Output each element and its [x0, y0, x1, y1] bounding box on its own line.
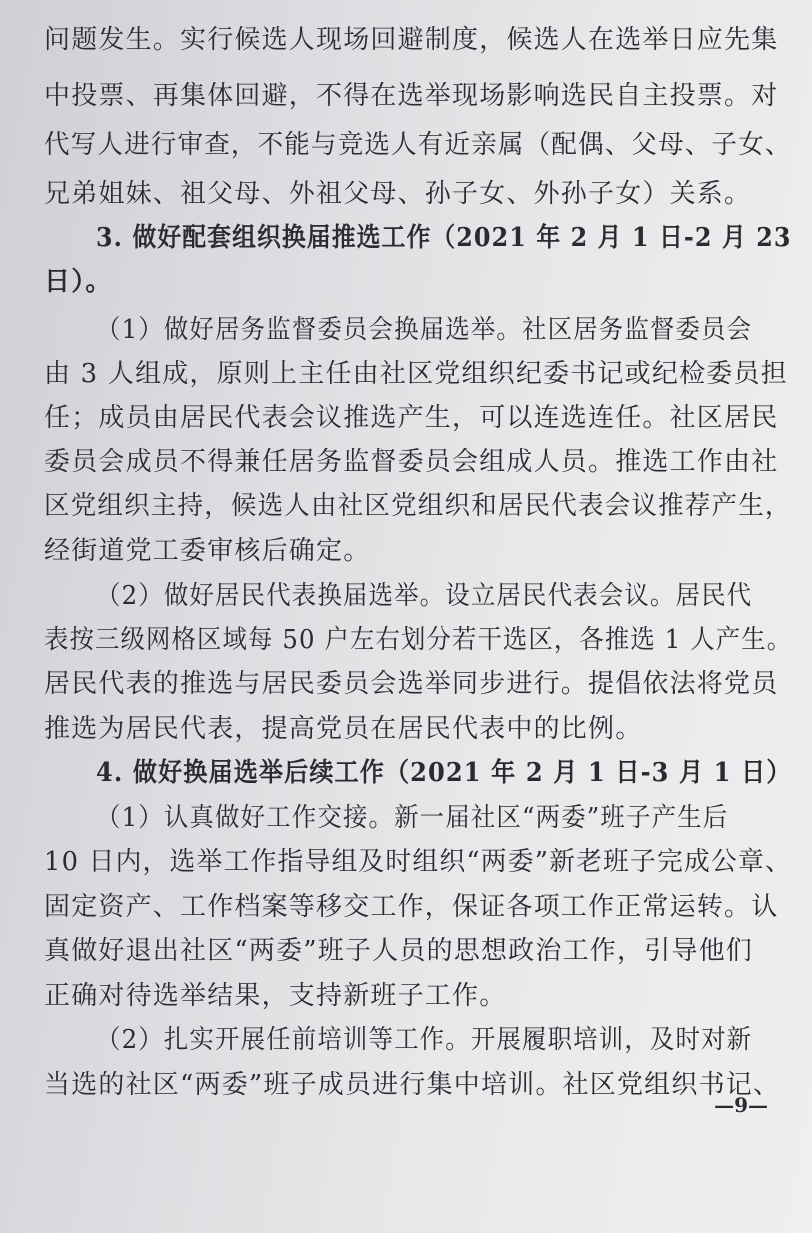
text-line: 表按三级网格区域每 50 户左右划分若干选区，各推选 1 人产生。: [44, 625, 793, 655]
text-line: 中投票、再集体回避，不得在选举现场影响选民自主投票。对: [44, 81, 779, 111]
text-line: 真做好退出社区“两委”班子人员的思想政治工作，引导他们: [44, 936, 753, 966]
text-line: 经街道党工委审核后确定。: [44, 536, 371, 566]
paragraph-lead: （2）扎实开展任前培训等工作。开展履职培训，及时对新: [96, 1025, 753, 1055]
text-line: 兄弟姐妹、祖父母、外祖父母、孙子女、外孙子女）关系。: [44, 179, 752, 209]
section-heading: 4. 做好换届选举后续工作（2021 年 2 月 1 日-3 月 1 日）: [96, 758, 792, 788]
section-heading-continued: 日）。: [44, 267, 113, 297]
text-line: 委员会成员不得兼任居务监督委员会组成人员。推选工作由社: [44, 447, 779, 477]
text-line: 问题发生。实行候选人现场回避制度，候选人在选举日应先集: [44, 25, 779, 55]
text-line: 10 日内，选举工作指导组及时组织“两委”新老班子完成公章、: [44, 847, 792, 877]
page-number: —9—: [714, 1093, 768, 1117]
text-line: 固定资产、工作档案等移交工作，保证各项工作正常运转。认: [44, 892, 779, 922]
paragraph-lead: （1）做好居务监督委员会换届选举。社区居务监督委员会: [96, 315, 753, 345]
text-line: 由 3 人组成，原则上主任由社区党组织纪委书记或纪检委员担: [44, 359, 788, 389]
section-heading: 3. 做好配套组织换届推选工作（2021 年 2 月 1 日-2 月 23: [96, 223, 792, 253]
text-line: 正确对待选举结果，支持新班子工作。: [44, 981, 507, 1011]
text-line: 代写人进行审查，不能与竞选人有近亲属（配偶、父母、子女、: [44, 130, 792, 160]
text-line: 当选的社区“两委”班子成员进行集中培训。社区党组织书记、: [44, 1070, 781, 1100]
paragraph-lead: （2）做好居民代表换届选举。设立居民代表会议。居民代: [96, 581, 753, 611]
text-line: 居民代表的推选与居民委员会选举同步进行。提倡依法将党员: [44, 669, 779, 699]
text-line: 区党组织主持，候选人由社区党组织和居民代表会议推荐产生，: [44, 491, 792, 521]
text-line: 任；成员由居民代表会议推选产生，可以连选连任。社区居民: [44, 403, 779, 433]
text-line: 推选为居民代表，提高党员在居民代表中的比例。: [44, 714, 643, 744]
paragraph-lead: （1）认真做好工作交接。新一届社区“两委”班子产生后: [96, 803, 729, 833]
